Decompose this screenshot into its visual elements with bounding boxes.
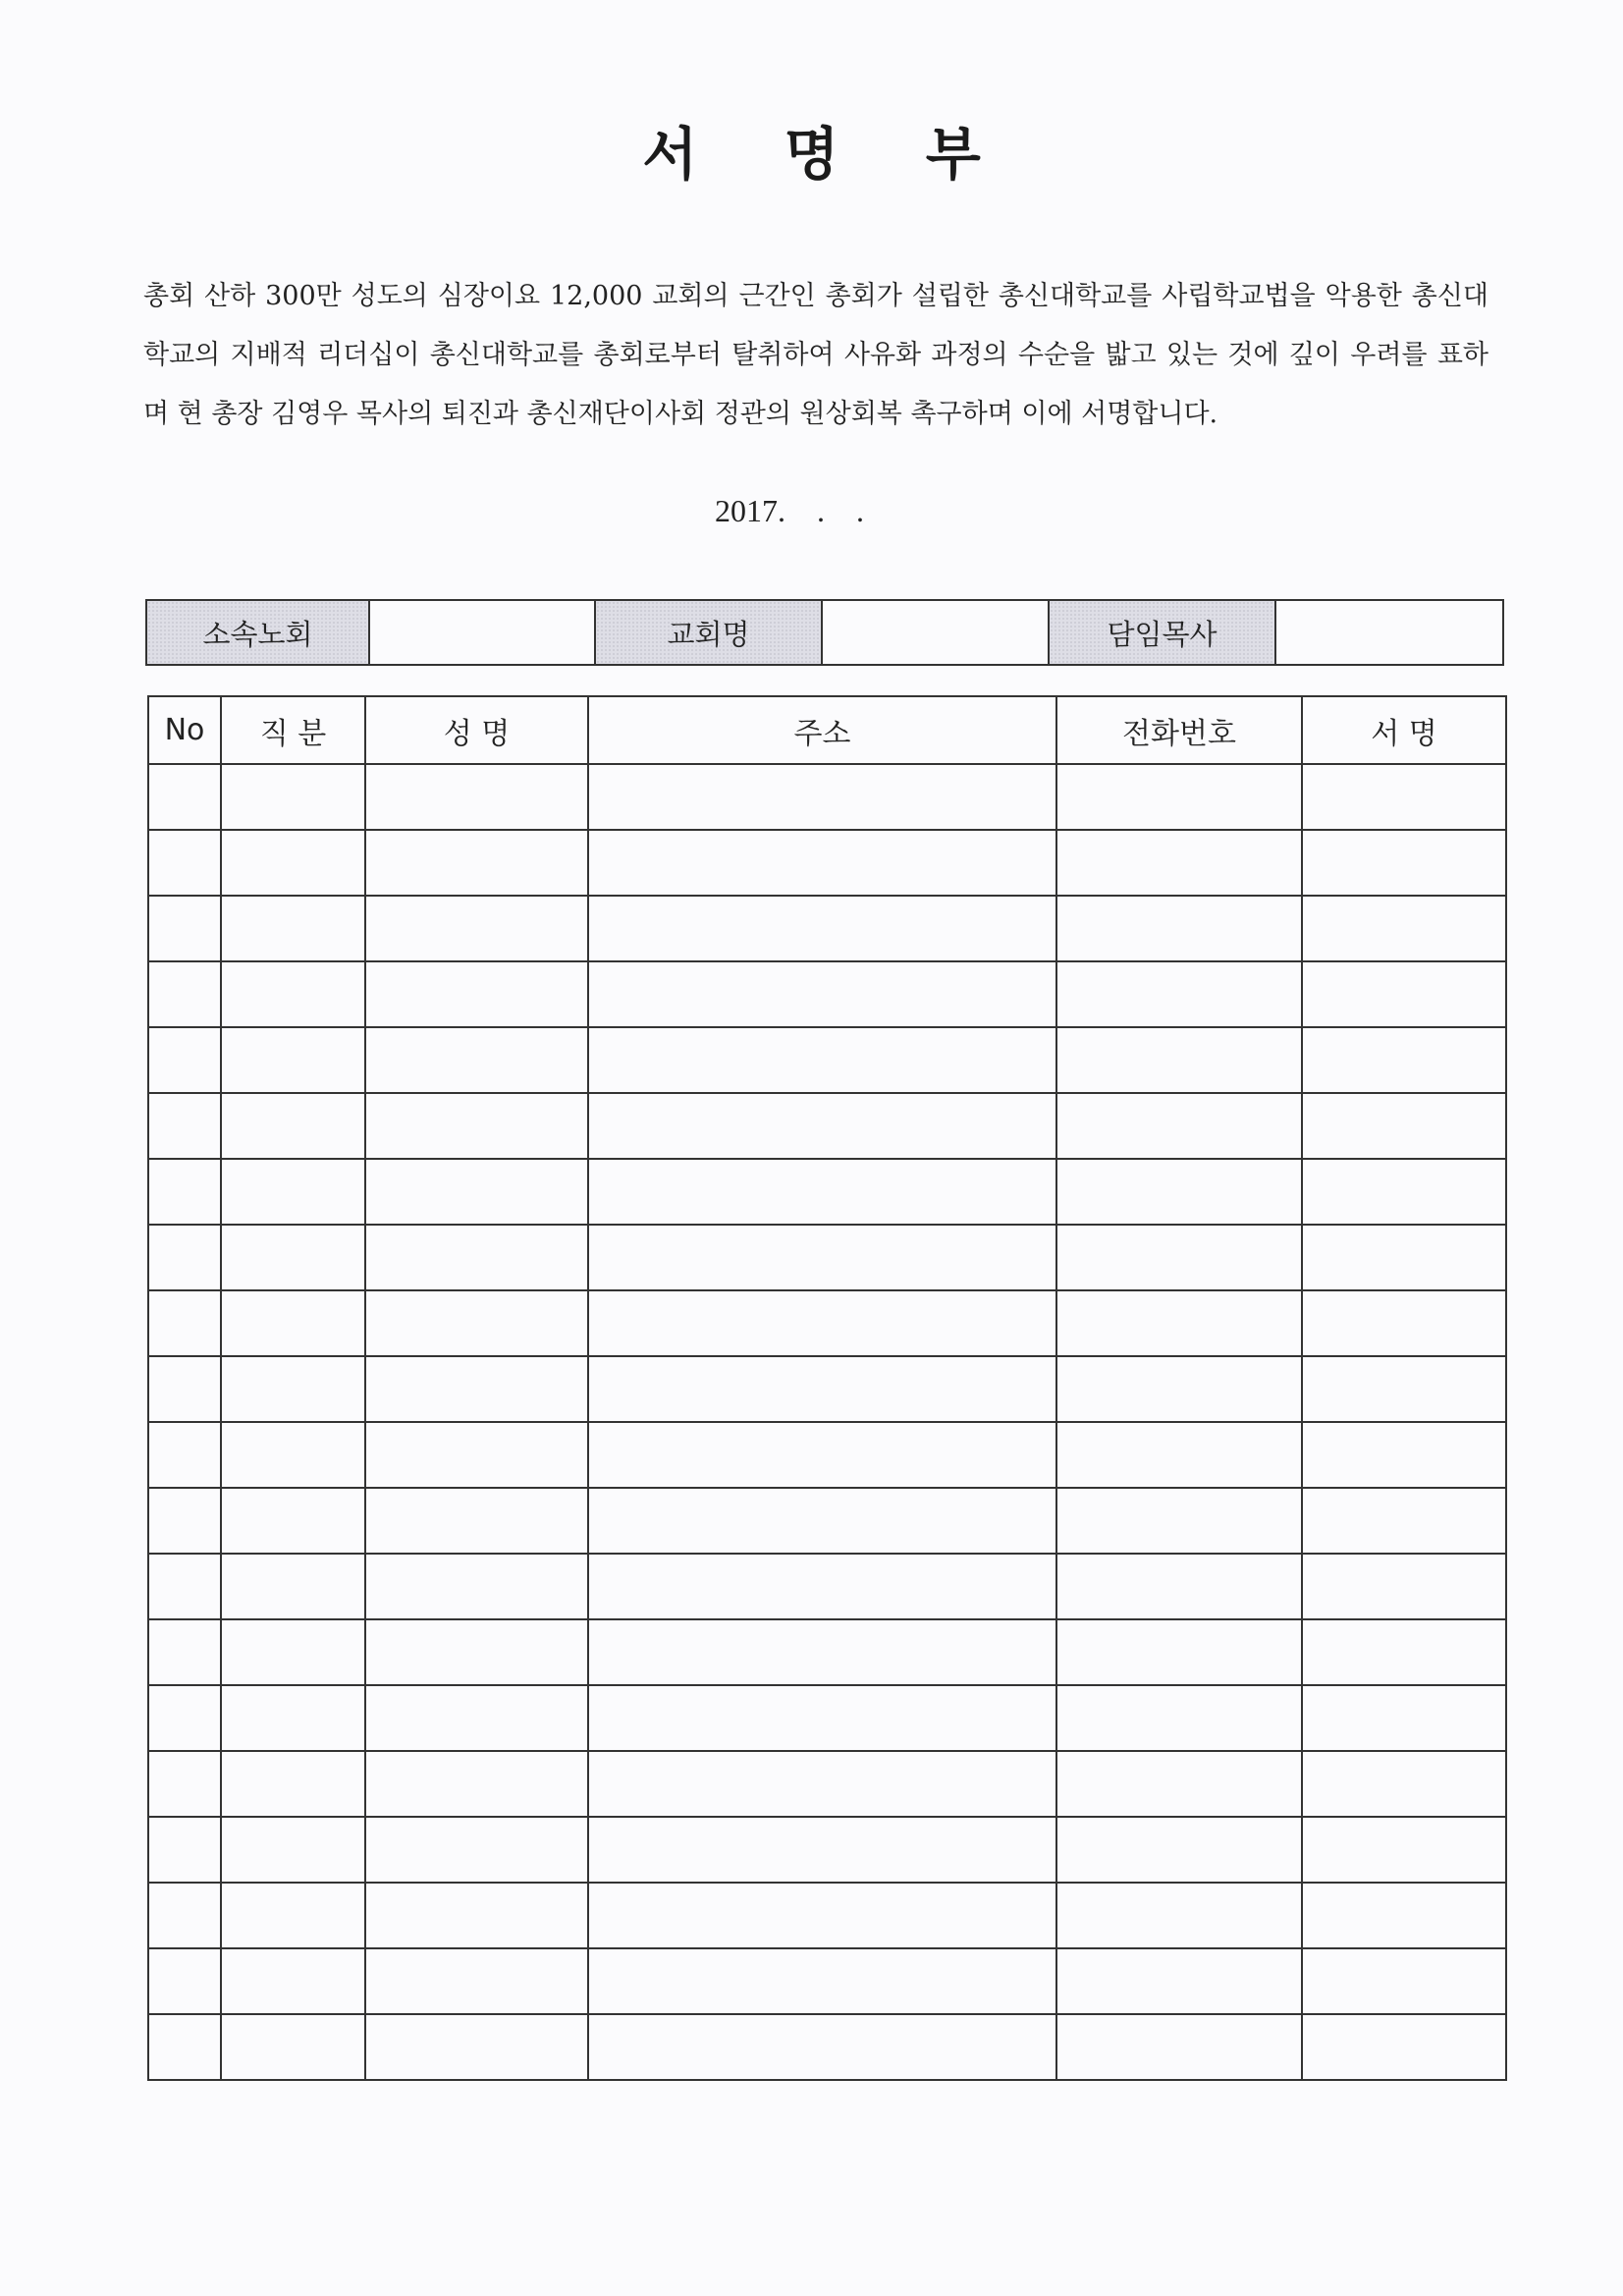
phone-cell[interactable] (1056, 830, 1302, 896)
address-cell[interactable] (588, 1159, 1056, 1225)
no-cell[interactable] (148, 1619, 221, 1685)
phone-cell[interactable] (1056, 961, 1302, 1027)
address-cell[interactable] (588, 1356, 1056, 1422)
header-signature: 서 명 (1302, 696, 1506, 764)
phone-cell[interactable] (1056, 1488, 1302, 1554)
table-row (148, 1356, 1506, 1422)
signature-cell[interactable] (1302, 1554, 1506, 1619)
presbytery-label: 소속노회 (146, 600, 369, 665)
signature-cell[interactable] (1302, 1225, 1506, 1290)
address-cell[interactable] (588, 961, 1056, 1027)
signature-cell[interactable] (1302, 1159, 1506, 1225)
no-cell[interactable] (148, 1422, 221, 1488)
name-cell[interactable] (365, 1290, 588, 1356)
position-cell[interactable] (221, 1751, 365, 1817)
name-cell[interactable] (365, 764, 588, 830)
position-cell[interactable] (221, 1883, 365, 1948)
phone-cell[interactable] (1056, 1948, 1302, 2014)
address-cell[interactable] (588, 896, 1056, 961)
name-cell[interactable] (365, 2014, 588, 2080)
senior-pastor-label: 담임목사 (1049, 600, 1275, 665)
signature-cell[interactable] (1302, 2014, 1506, 2080)
header-no: No (148, 696, 221, 764)
phone-cell[interactable] (1056, 1159, 1302, 1225)
header-name: 성 명 (365, 696, 588, 764)
signing-date: 2017. . . (715, 493, 864, 528)
address-cell[interactable] (588, 1817, 1056, 1883)
phone-cell[interactable] (1056, 1751, 1302, 1817)
phone-cell[interactable] (1056, 2014, 1302, 2080)
address-cell[interactable] (588, 1619, 1056, 1685)
position-cell[interactable] (221, 1685, 365, 1751)
name-cell[interactable] (365, 1159, 588, 1225)
no-cell[interactable] (148, 1093, 221, 1159)
no-cell[interactable] (148, 1488, 221, 1554)
table-row (148, 1290, 1506, 1356)
signature-cell[interactable] (1302, 1027, 1506, 1093)
position-cell[interactable] (221, 1159, 365, 1225)
name-cell[interactable] (365, 830, 588, 896)
position-cell[interactable] (221, 1488, 365, 1554)
senior-pastor-field[interactable] (1275, 600, 1503, 665)
no-cell[interactable] (148, 1685, 221, 1751)
phone-cell[interactable] (1056, 1883, 1302, 1948)
table-row (148, 1159, 1506, 1225)
position-cell[interactable] (221, 896, 365, 961)
church-info-row (146, 600, 1503, 665)
signature-cell[interactable] (1302, 1290, 1506, 1356)
address-cell[interactable] (588, 830, 1056, 896)
table-row (148, 2014, 1506, 2080)
address-cell[interactable] (588, 1488, 1056, 1554)
signature-cell[interactable] (1302, 896, 1506, 961)
document-title: 서 명 부 (642, 121, 1014, 188)
name-cell[interactable] (365, 1751, 588, 1817)
signature-cell[interactable] (1302, 764, 1506, 830)
table-row (148, 1948, 1506, 2014)
no-cell[interactable] (148, 961, 221, 1027)
no-cell[interactable] (148, 1159, 221, 1225)
table-row (148, 1225, 1506, 1290)
signature-table (147, 695, 1507, 2081)
no-cell[interactable] (148, 1554, 221, 1619)
no-cell[interactable] (148, 1948, 221, 2014)
signature-cell[interactable] (1302, 961, 1506, 1027)
no-cell[interactable] (148, 1356, 221, 1422)
signature-cell[interactable] (1302, 1751, 1506, 1817)
position-cell[interactable] (221, 1422, 365, 1488)
signature-cell[interactable] (1302, 1619, 1506, 1685)
name-cell[interactable] (365, 1356, 588, 1422)
position-cell[interactable] (221, 1554, 365, 1619)
header-phone: 전화번호 (1056, 696, 1302, 764)
no-cell[interactable] (148, 1290, 221, 1356)
no-cell[interactable] (148, 1225, 221, 1290)
address-cell[interactable] (588, 1027, 1056, 1093)
name-cell[interactable] (365, 1817, 588, 1883)
position-cell[interactable] (221, 1290, 365, 1356)
address-cell[interactable] (588, 764, 1056, 830)
signature-cell[interactable] (1302, 1883, 1506, 1948)
header-position: 직 분 (221, 696, 365, 764)
table-row (148, 1685, 1506, 1751)
no-cell[interactable] (148, 1883, 221, 1948)
church-info-table (145, 599, 1504, 666)
phone-cell[interactable] (1056, 1685, 1302, 1751)
address-cell[interactable] (588, 1225, 1056, 1290)
no-cell[interactable] (148, 830, 221, 896)
table-row (148, 1027, 1506, 1093)
phone-cell[interactable] (1056, 1422, 1302, 1488)
table-row (148, 830, 1506, 896)
table-row (148, 1751, 1506, 1817)
position-cell[interactable] (221, 1027, 365, 1093)
no-cell[interactable] (148, 896, 221, 961)
name-cell[interactable] (365, 1685, 588, 1751)
position-cell[interactable] (221, 2014, 365, 2080)
position-cell[interactable] (221, 961, 365, 1027)
position-cell[interactable] (221, 830, 365, 896)
signature-cell[interactable] (1302, 1488, 1506, 1554)
address-cell[interactable] (588, 1290, 1056, 1356)
phone-cell[interactable] (1056, 1817, 1302, 1883)
no-cell[interactable] (148, 1751, 221, 1817)
no-cell[interactable] (148, 764, 221, 830)
no-cell[interactable] (148, 1027, 221, 1093)
address-cell[interactable] (588, 2014, 1056, 2080)
phone-cell[interactable] (1056, 1619, 1302, 1685)
position-cell[interactable] (221, 764, 365, 830)
signature-cell[interactable] (1302, 1948, 1506, 2014)
signature-cell[interactable] (1302, 830, 1506, 896)
church-name-field[interactable] (822, 600, 1049, 665)
table-row (148, 1093, 1506, 1159)
header-address: 주소 (588, 696, 1056, 764)
church-name-label: 교회명 (595, 600, 822, 665)
name-cell[interactable] (365, 896, 588, 961)
table-row (148, 1422, 1506, 1488)
address-cell[interactable] (588, 1948, 1056, 2014)
petition-statement: 총회 산하 300만 성도의 심장이요 12,000 교회의 근간인 총회가 설립한 총신대학교를 사립학교법을 악용한 총신대학교의 지배적 리더십이 총신대학교를 총회로부터 탈취하여 사유화 과정의 수순을 밟고 있는 것에 깊이 우려를 표하며 현 총장 김영우 목사의 퇴진과 총신재단이사회 정관의 원상회복 촉구하며 이에 서명합니다. (143, 281, 1488, 429)
address-cell[interactable] (588, 1554, 1056, 1619)
name-cell[interactable] (365, 1093, 588, 1159)
position-cell[interactable] (221, 1356, 365, 1422)
no-cell[interactable] (148, 1817, 221, 1883)
presbytery-field[interactable] (369, 600, 595, 665)
table-row (148, 1883, 1506, 1948)
address-cell[interactable] (588, 1883, 1056, 1948)
signature-table-header (148, 696, 1506, 764)
address-cell[interactable] (588, 1422, 1056, 1488)
phone-cell[interactable] (1056, 1290, 1302, 1356)
name-cell[interactable] (365, 1948, 588, 2014)
phone-cell[interactable] (1056, 1027, 1302, 1093)
name-cell[interactable] (365, 1619, 588, 1685)
address-cell[interactable] (588, 1685, 1056, 1751)
table-row (148, 1554, 1506, 1619)
position-cell[interactable] (221, 1619, 365, 1685)
position-cell[interactable] (221, 1093, 365, 1159)
no-cell[interactable] (148, 2014, 221, 2080)
name-cell[interactable] (365, 1554, 588, 1619)
table-row (148, 896, 1506, 961)
table-row (148, 1619, 1506, 1685)
signature-cell[interactable] (1302, 1685, 1506, 1751)
name-cell[interactable] (365, 1225, 588, 1290)
signature-cell[interactable] (1302, 1422, 1506, 1488)
name-cell[interactable] (365, 1422, 588, 1488)
position-cell[interactable] (221, 1225, 365, 1290)
address-cell[interactable] (588, 1751, 1056, 1817)
name-cell[interactable] (365, 1488, 588, 1554)
name-cell[interactable] (365, 1027, 588, 1093)
signature-cell[interactable] (1302, 1817, 1506, 1883)
table-row (148, 764, 1506, 830)
table-row (148, 1488, 1506, 1554)
phone-cell[interactable] (1056, 1356, 1302, 1422)
phone-cell[interactable] (1056, 896, 1302, 961)
address-cell[interactable] (588, 1093, 1056, 1159)
table-row (148, 1817, 1506, 1883)
name-cell[interactable] (365, 1883, 588, 1948)
position-cell[interactable] (221, 1817, 365, 1883)
phone-cell[interactable] (1056, 1554, 1302, 1619)
table-row (148, 961, 1506, 1027)
name-cell[interactable] (365, 961, 588, 1027)
phone-cell[interactable] (1056, 1093, 1302, 1159)
position-cell[interactable] (221, 1948, 365, 2014)
signature-cell[interactable] (1302, 1093, 1506, 1159)
phone-cell[interactable] (1056, 1225, 1302, 1290)
signature-cell[interactable] (1302, 1356, 1506, 1422)
phone-cell[interactable] (1056, 764, 1302, 830)
